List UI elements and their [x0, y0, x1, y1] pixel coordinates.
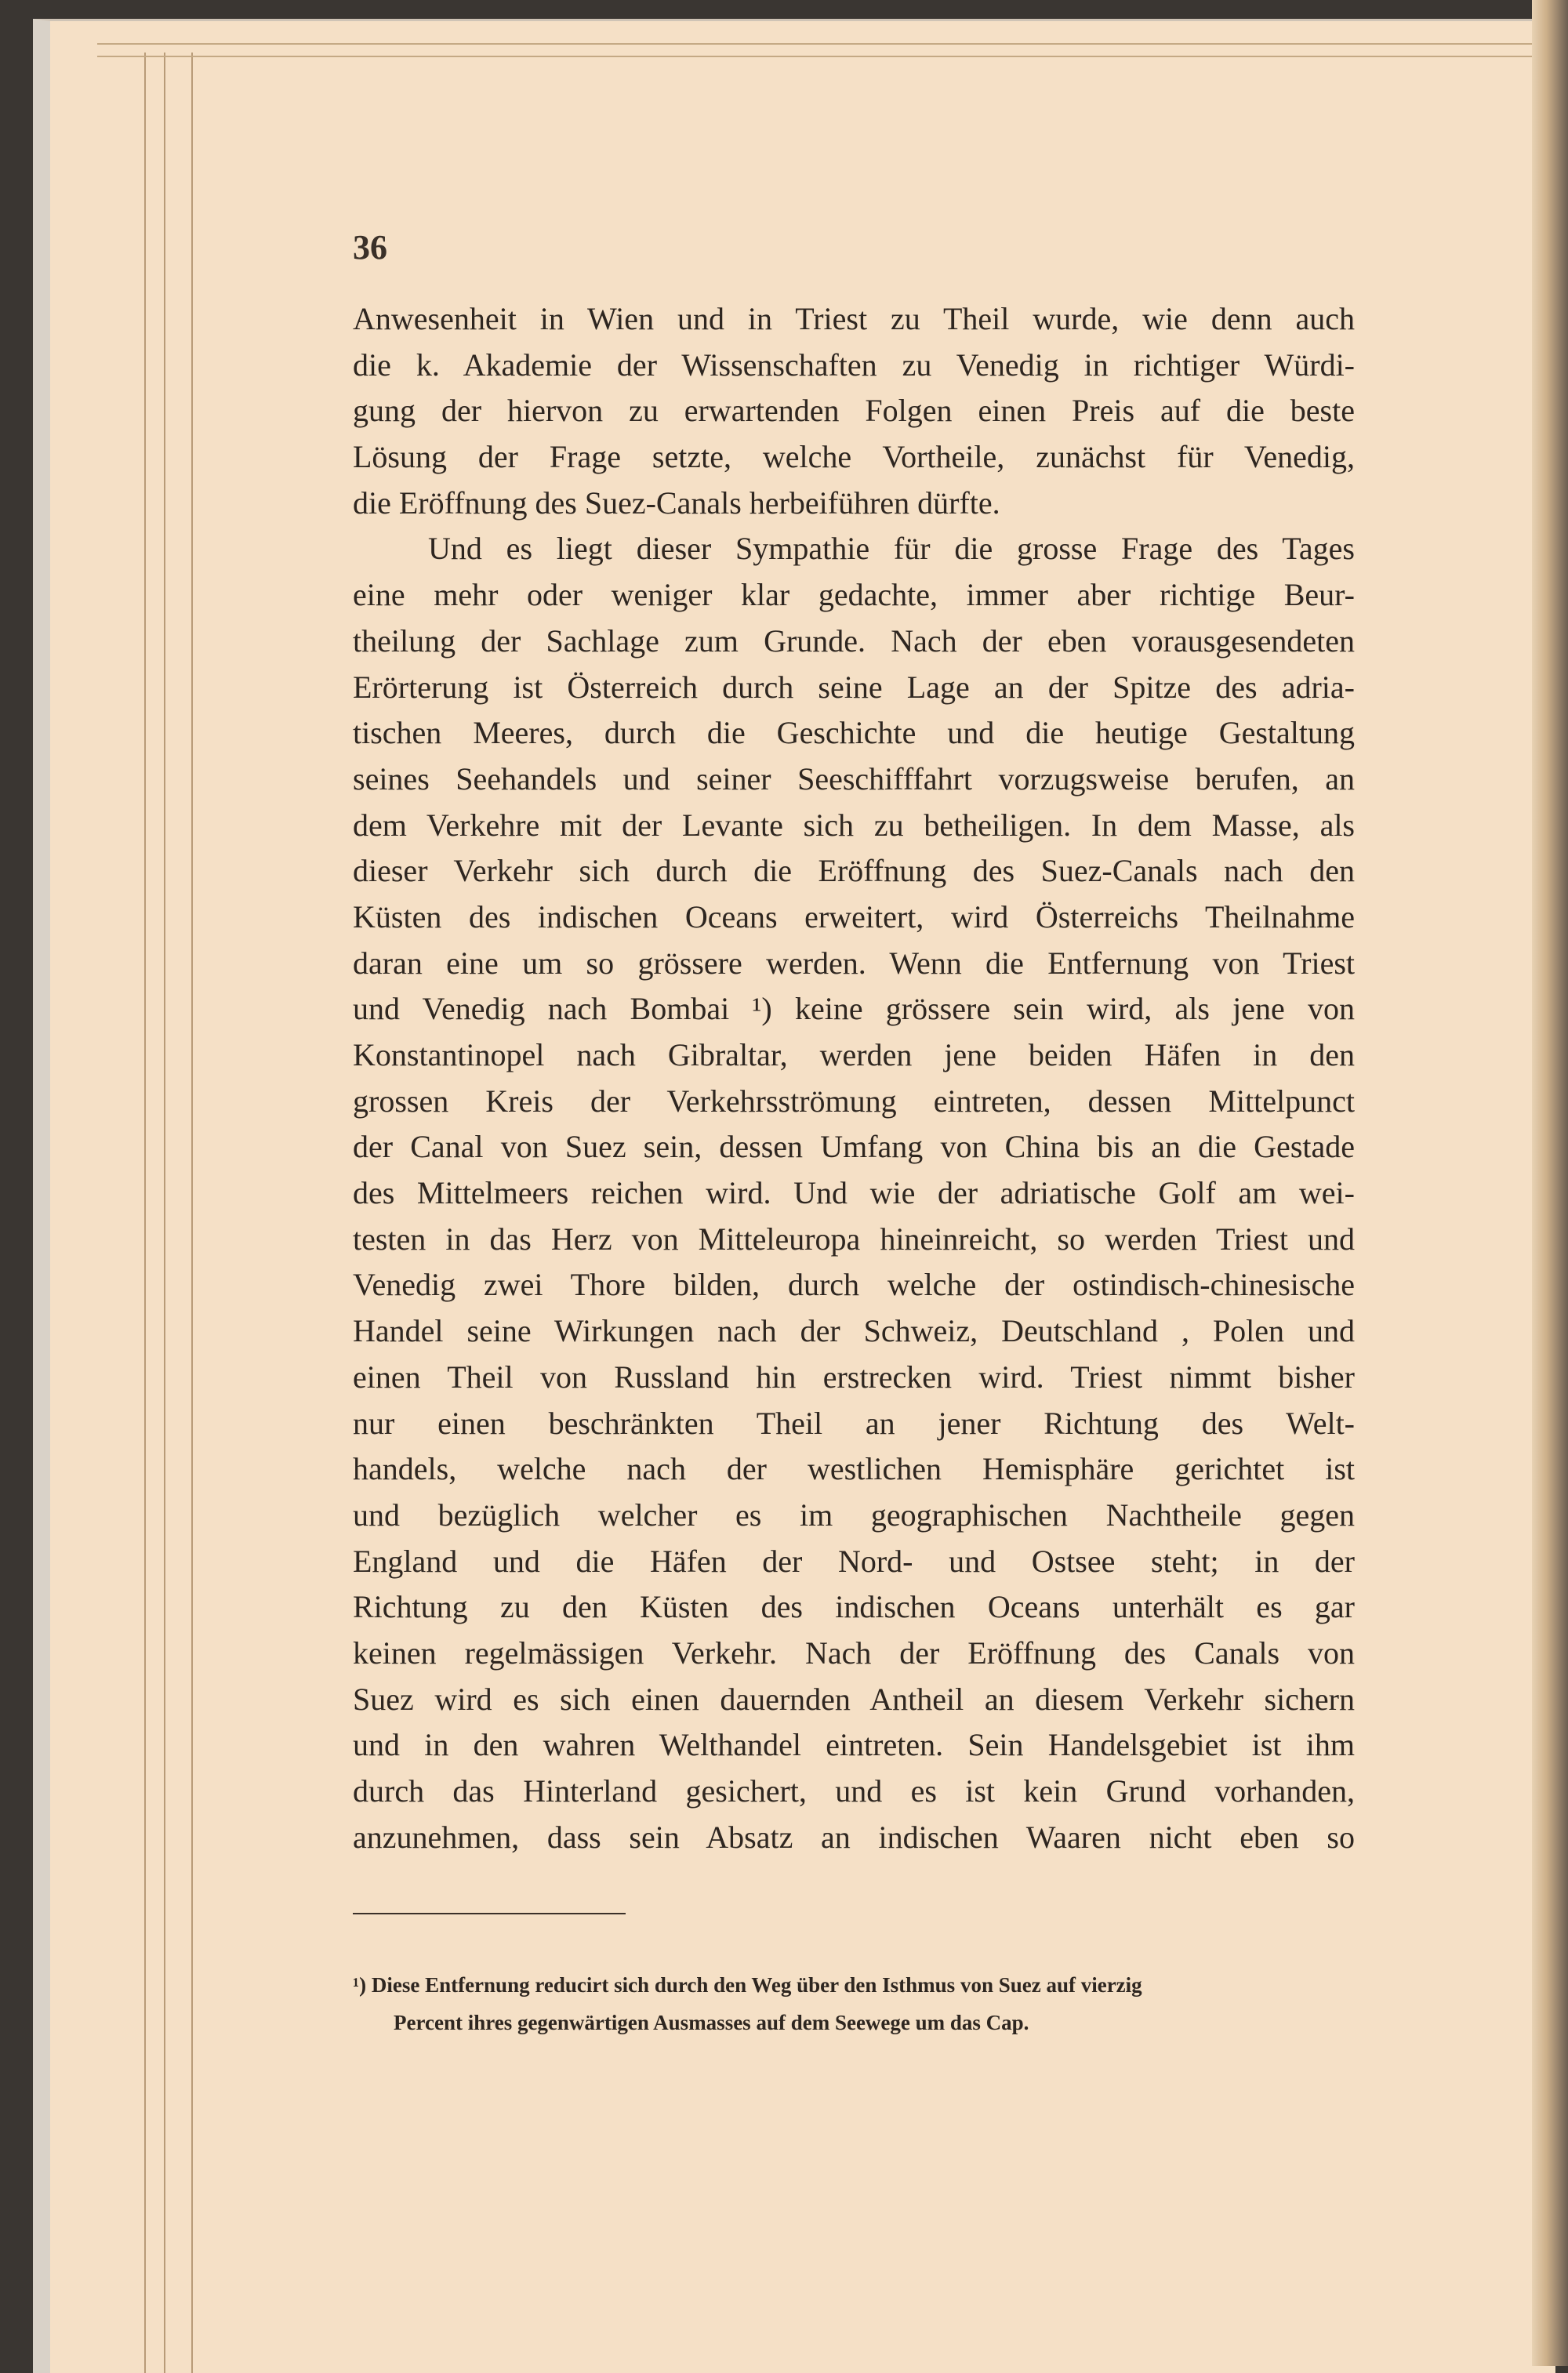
text-line: Konstantinopel nach Gibraltar, werden jene beiden Häfen in den [353, 1037, 1355, 1072]
page-edge-line [164, 53, 165, 2373]
text-line: Suez wird es sich einen dauernden Antheil an diesem Verkehr sichern [353, 1681, 1355, 1717]
text-line: Venedig zwei Thore bilden, durch welche der ostindisch-chinesische [353, 1267, 1355, 1303]
footnote-rule [353, 1913, 626, 1914]
footnote [353, 1966, 1355, 2041]
text-line: und Venedig nach Bombai ¹) keine grössere sein wird, als jene von [353, 991, 1355, 1027]
text-line: die k. Akademie der Wissenschaften zu Venedig in richtiger Würdi- [353, 347, 1355, 383]
page-edge-line [97, 43, 1555, 45]
text-line: theilung der Sachlage zum Grunde. Nach der eben vorausgesendeten [353, 622, 1355, 659]
footnote-text: Diese Entfernung reducirt sich durch den Weg über den Isthmus von Suez auf vierzig [371, 1973, 1142, 1997]
text-line: Und es liegt dieser Sympathie für die grosse Frage des Tages [428, 531, 1355, 567]
text-line: der Canal von Suez sein, dessen Umfang von China bis an die Gestade [353, 1129, 1355, 1165]
text-line: und in den wahren Welthandel eintreten. Sein Handelsgebiet ist ihm [353, 1727, 1355, 1763]
footnote-line-2: Percent ihres gegenwärtigen Ausmasses auf dem Seewege um das Cap. [394, 2011, 1029, 2034]
text-line: eine mehr oder weniger klar gedachte, immer aber richtige Beur- [353, 577, 1355, 613]
text-line: seines Seehandels und seiner Seeschifffahrt vorzugsweise berufen, an [353, 760, 1355, 796]
footnote-marker: ¹) [353, 1973, 367, 1997]
text-line: anzunehmen, dass sein Absatz an indischen Waaren nicht eben so [353, 1819, 1355, 1855]
text-line: Richtung zu den Küsten des indischen Oceans unterhält es gar [353, 1589, 1355, 1625]
page-number: 36 [353, 228, 387, 267]
text-line: tischen Meeres, durch die Geschichte und die heutige Gestaltung [353, 715, 1355, 751]
text-line: und bezüglich welcher es im geographischen Nachtheile gegen [353, 1497, 1355, 1533]
text-line: einen Theil von Russland hin erstrecken wird. Triest nimmt bisher [353, 1359, 1355, 1395]
text-line: handels, welche nach der westlichen Hemisphäre gerichtet ist [353, 1451, 1355, 1487]
text-line: grossen Kreis der Verkehrsströmung eintreten, dessen Mittelpunct [353, 1083, 1355, 1119]
text-line: keinen regelmässigen Verkehr. Nach der Eröffnung des Canals von [353, 1635, 1355, 1671]
text-line: Lösung der Frage setzte, welche Vortheile, zunächst für Venedig, [353, 439, 1355, 475]
text-line: dem Verkehre mit der Levante sich zu betheiligen. In dem Masse, als [353, 807, 1355, 843]
text-line: England und die Häfen der Nord- und Ostsee steht; in der [353, 1543, 1355, 1579]
book-binding-edge [1532, 0, 1568, 2366]
text-line: Küsten des indischen Oceans erweitert, wird Österreichs Theilnahme [353, 898, 1355, 934]
page-edge-line [144, 53, 146, 2373]
text-line: durch das Hinterland gesichert, und es ist kein Grund vorhanden, [353, 1773, 1355, 1809]
text-line: gung der hiervon zu erwartenden Folgen einen Preis auf die beste [353, 393, 1355, 429]
body-text [353, 296, 1355, 1860]
text-line: daran eine um so grössere werden. Wenn die Entfernung von Triest [353, 945, 1355, 981]
text-line: die Eröffnung des Suez-Canals herbeiführen dürfte. [353, 484, 1000, 521]
page-edge-line [191, 53, 193, 2373]
text-line: testen in das Herz von Mitteleuropa hineinreicht, so werden Triest und [353, 1221, 1355, 1257]
footnote-line-1 [353, 1966, 1355, 2004]
text-line: dieser Verkehr sich durch die Eröffnung des Suez-Canals nach den [353, 853, 1355, 889]
text-line: Erörterung ist Österreich durch seine Lage an der Spitze des adria- [353, 669, 1355, 705]
text-line: nur einen beschränkten Theil an jener Richtung des Welt- [353, 1405, 1355, 1441]
text-line: Handel seine Wirkungen nach der Schweiz, Deutschland , Polen und [353, 1313, 1355, 1349]
text-line: Anwesenheit in Wien und in Triest zu Theil wurde, wie denn auch [353, 301, 1355, 336]
page-edge-line [97, 56, 1555, 57]
text-line: des Mittelmeers reichen wird. Und wie der adriatische Golf am wei- [353, 1175, 1355, 1211]
